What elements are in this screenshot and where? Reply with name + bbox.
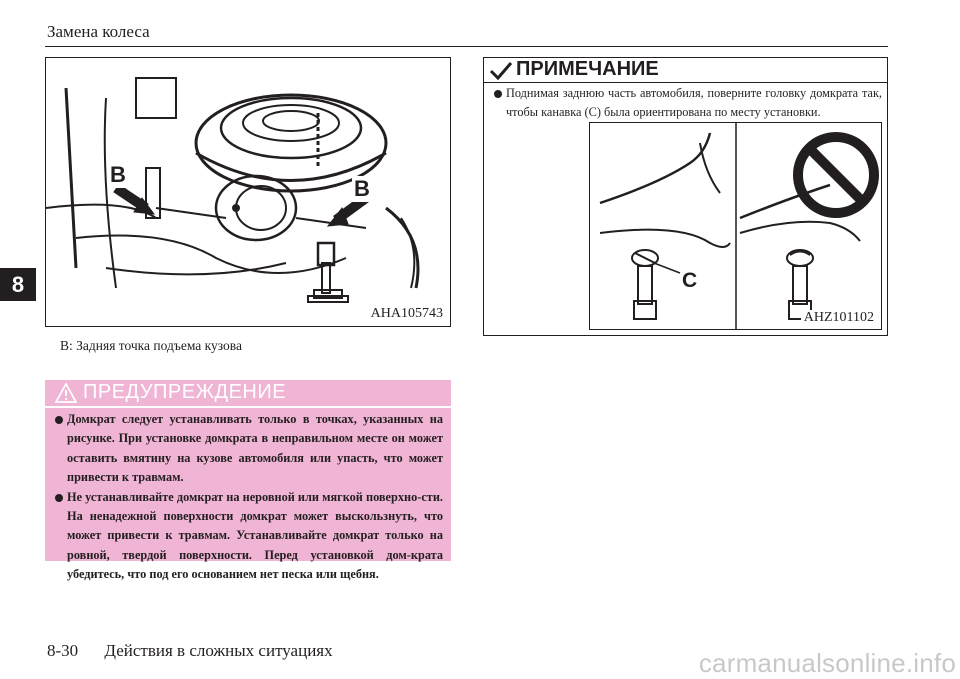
note-title: ПРИМЕЧАНИЕ — [516, 58, 659, 80]
warning-body — [55, 410, 443, 585]
jack-head-illustration — [590, 123, 881, 329]
jack-head-figure — [589, 122, 882, 330]
warning-box — [45, 380, 451, 582]
jack-illustration — [46, 58, 450, 326]
warning-triangle-icon — [55, 383, 77, 403]
section-title: Действия в сложных ситуациях — [104, 641, 333, 660]
warning-item: Домкрат следует устанавливать только в точках, указанных на рисунке. При установке домкрата в неправильном месте он может оставить вмятину на кузове автомобиля или упасть, что может привести к травмам. — [55, 410, 443, 488]
note-item: Поднимая заднюю часть автомобиля, поверните головку домкрата так, чтобы канавка (C) была ориентирована по месту установки. — [494, 84, 882, 122]
header-divider — [45, 46, 888, 47]
page-header-title: Замена колеса — [47, 22, 150, 41]
page-number: 8-30 — [47, 641, 79, 660]
page-footer — [47, 641, 333, 661]
callout-c: C — [682, 269, 698, 292]
note-body — [494, 84, 882, 122]
jack-position-figure — [45, 57, 451, 327]
note-figure-code: AHZ101102 — [801, 310, 877, 326]
callout-b-left: B — [110, 162, 126, 187]
warning-title: ПРЕДУПРЕЖДЕНИЕ — [83, 381, 287, 403]
watermark: carmanualsonline.info — [698, 648, 956, 678]
chapter-tab[interactable]: 8 — [0, 268, 36, 301]
warning-item: Не устанавливайте домкрат на неровной или мягкой поверхно-сти. На ненадежной поверхности домкрат может выскользнуть, что может привести к травмам. Устанавливайте домкрат только на ровной, твердой поверхности. Перед установкой дом-крата убедитесь, что под его основанием нет песка или щебня. — [55, 488, 443, 585]
note-header — [484, 58, 887, 83]
warning-header — [45, 380, 451, 408]
callout-b-right: B — [354, 176, 370, 201]
figure-code: AHA105743 — [368, 306, 446, 322]
checkmark-icon — [489, 61, 513, 81]
figure-caption: B: Задняя точка подъема кузова — [60, 338, 242, 353]
